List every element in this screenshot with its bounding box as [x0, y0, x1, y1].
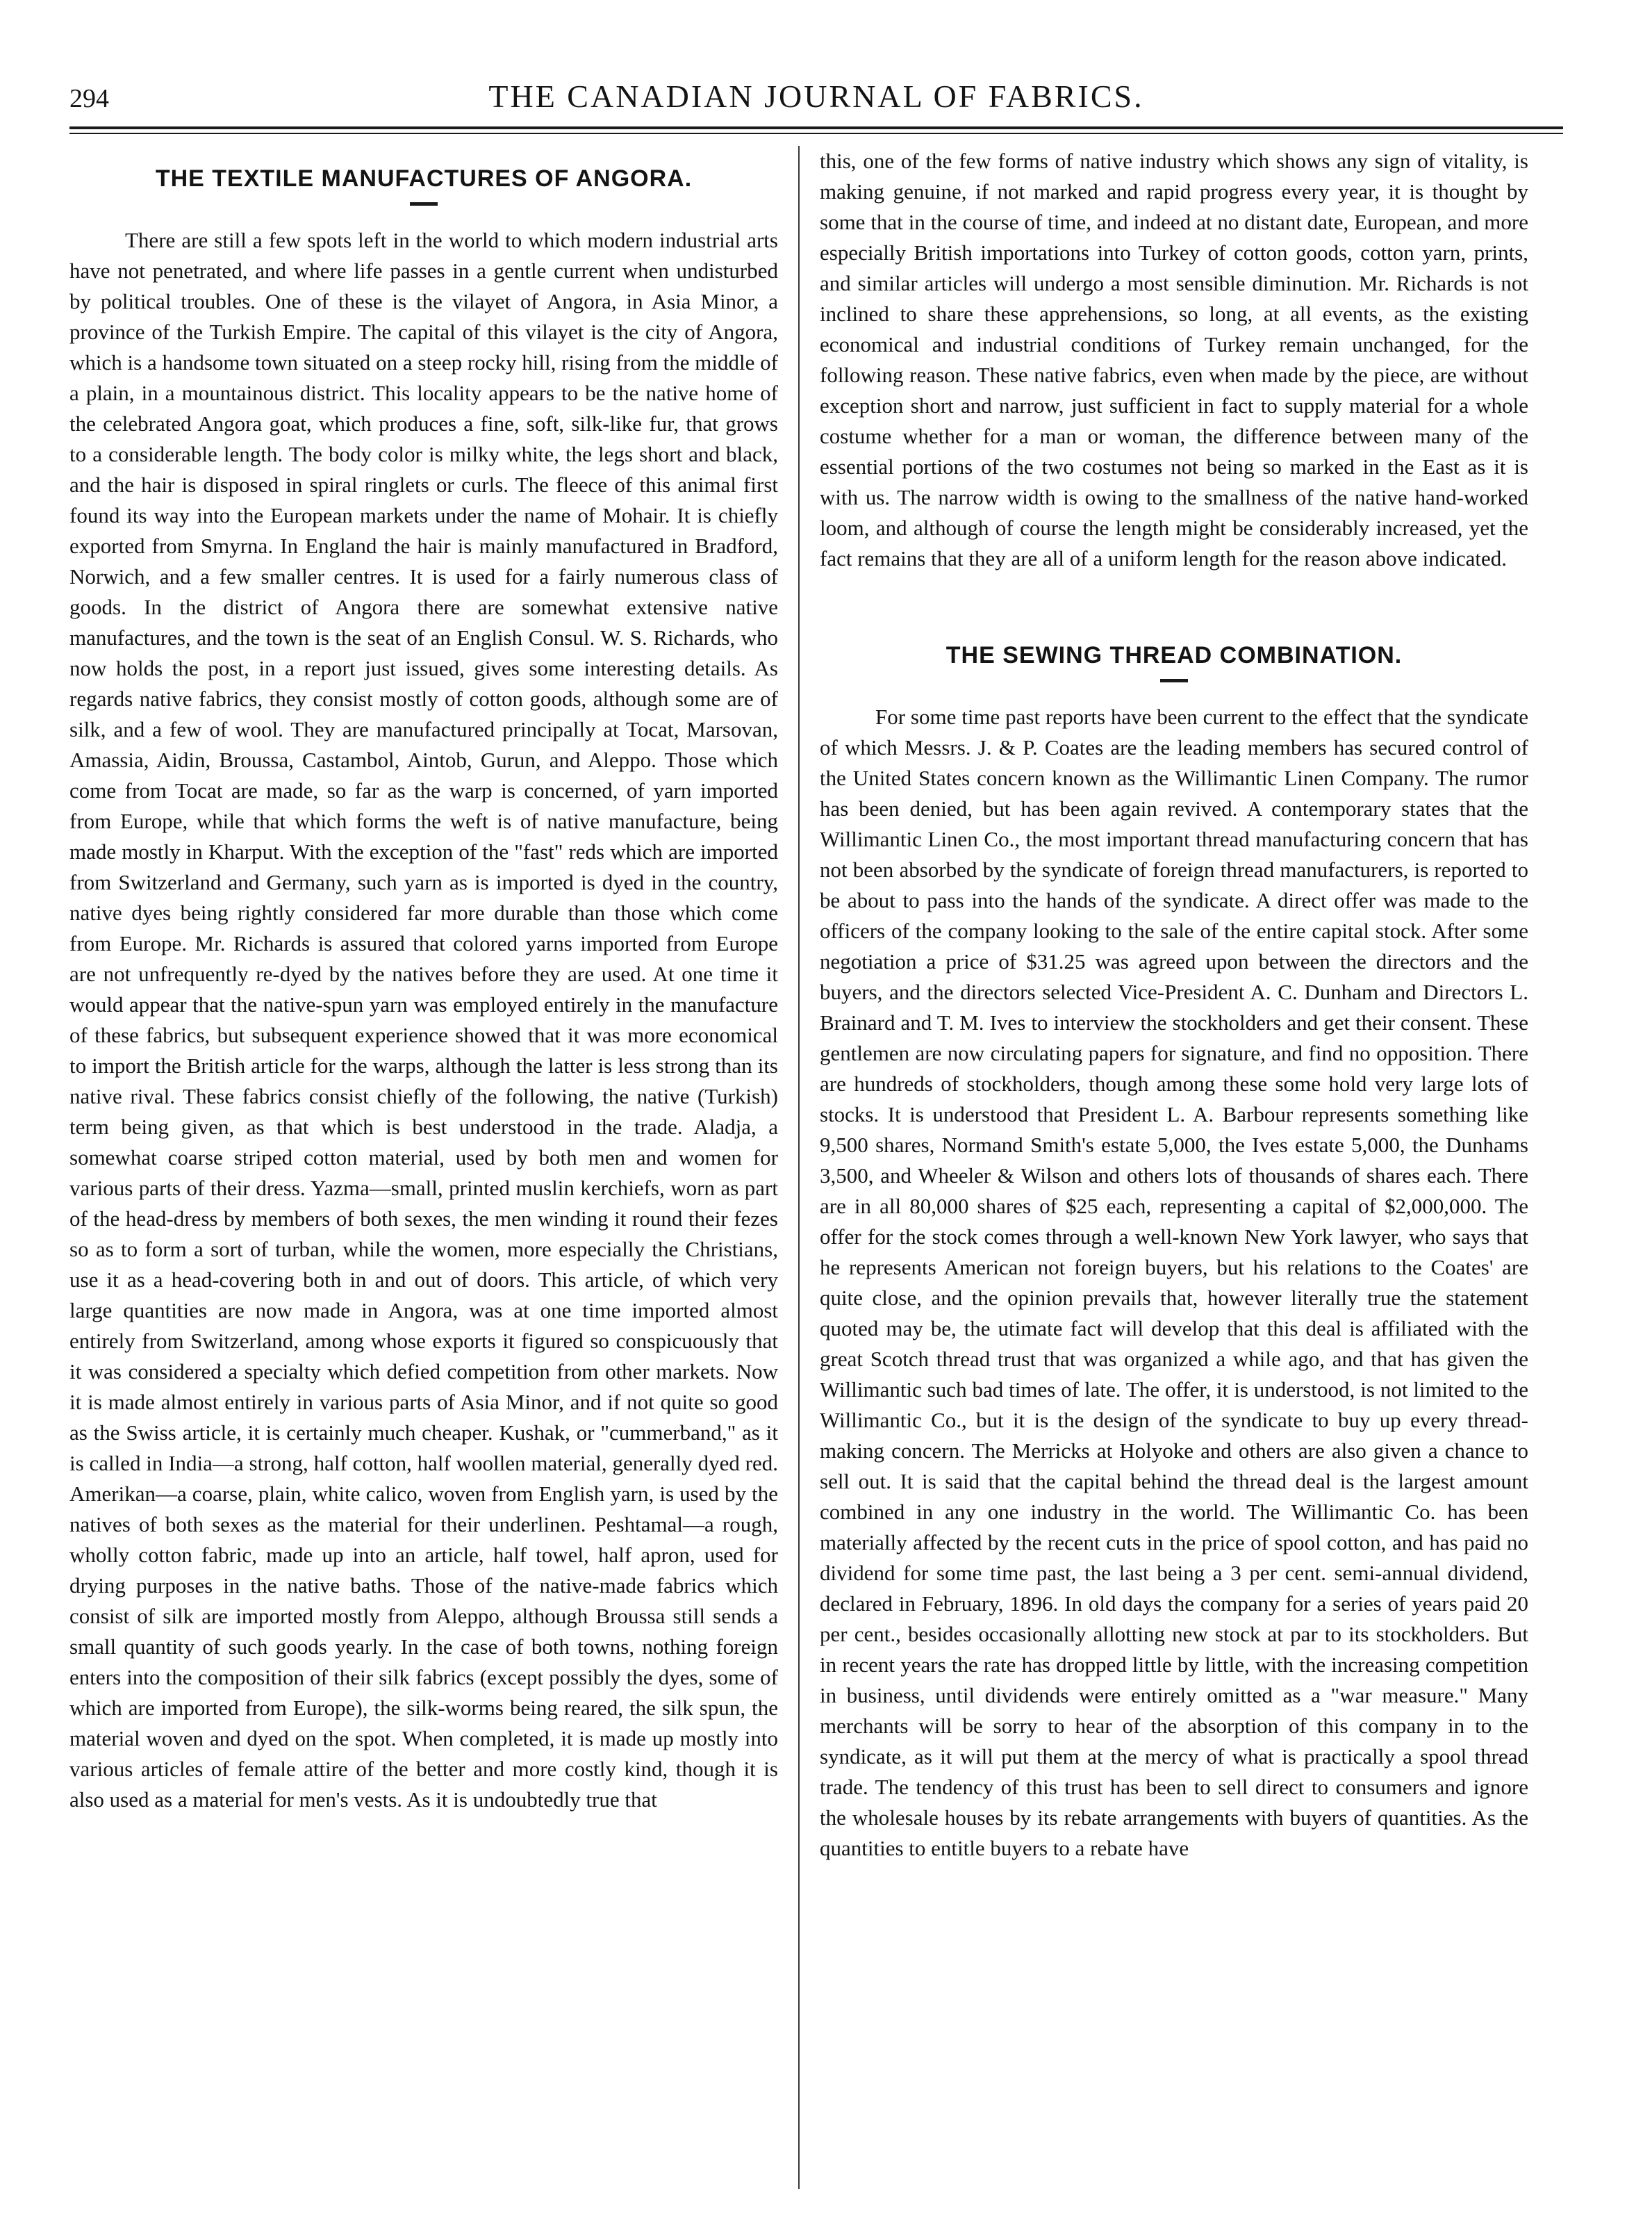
- header-rule-thick: [69, 126, 1563, 129]
- section-spacer: [820, 574, 1528, 623]
- title-rule: [1160, 679, 1188, 682]
- left-column: [69, 146, 778, 2203]
- journal-title: THE CANADIAN JOURNAL OF FABRICS.: [488, 79, 1144, 114]
- article-title-angora: THE TEXTILE MANUFACTURES OF ANGORA.: [155, 165, 693, 192]
- article-body-sewing-thread: For some time past reports have been current to the effect that the syndicate of which Messrs. J. & P. Coates are the leading members has secured control of the United States concern known as the Willimantic Linen Company. The rumor has been denied, but has been again revived. A contemporary states that the Willimantic Linen Co., the most important thread manufacturing concern that has not been absorbed by the syndicate of foreign thread manufacturers, is reported to be about to pass into the hands of the syndicate. A direct offer was made to the officers of the company looking to the sale of the entire capital stock. After some negotiation a price of $31.25 was agreed upon between the directors and the buyers, and the directors selected Vice-President A. C. Dunham and Directors L. Brainard and T. M. Ives to interview the stockholders and get their consent. These gentlemen are now circulating papers for signature, and find no opposition. There are hundreds of stockholders, though among these some hold very large lots of stocks. It is understood that President L. A. Barbour represents something like 9,500 shares, Normand Smith's estate 5,000, the Ives estate 5,000, the Dunhams 3,500, and Wheeler & Wilson and others lots of thousands of shares each. There are in all 80,000 shares of $25 each, representing a capital of $2,000,000. The offer for the stock comes through a well-known New York lawyer, who says that he represents American not foreign buyers, but his relations to the Coates' are quite close, and the opinion prevails that, however literally true the statement quoted may be, the utimate fact will develop that this deal is affiliated with the great Scotch thread trust that was organized a while ago, and that has given the Willimantic such bad times of late. The offer, it is understood, is not limited to the Willimantic Co., but it is the design of the syndicate to buy up every thread-making concern. The Merricks at Holyoke and others are also given a chance to sell out. It is said that the capital behind the thread deal is the largest amount combined in any one industry in the world. The Willimantic Co. has been materially affected by the recent cuts in the price of spool cotton, and has paid no dividend for some time past, the last being a 3 per cent. semi-annual dividend, declared in February, 1896. In old days the company for a series of years paid 20 per cent., besides occasionally allotting new stock at par to its stockholders. But in recent years the rate has dropped little by little, with the increasing competition in business, until dividends were entirely omitted as a "war measure." Many merchants will be sorry to hear of the absorption of this company in to the syndicate, as it will put them at the mercy of what is practically a spool thread trade. The tendency of this trust has been to sell direct to consumers and ignore the wholesale houses by its rebate arrangements with buyers of quantities. As the quantities to entitle buyers to a rebate have: [820, 705, 1528, 1860]
- page-header: [69, 78, 1563, 126]
- column-divider: [798, 146, 800, 2189]
- article-title-sewing-thread: THE SEWING THREAD COMBINATION.: [945, 642, 1403, 668]
- title-rule: [410, 202, 438, 206]
- header-rule-thin: [69, 133, 1563, 134]
- right-column: [820, 146, 1528, 2203]
- page-number: 294: [69, 84, 109, 113]
- article-continuation-angora: this, one of the few forms of native industry which shows any sign of vitality, is making genuine, if not marked and rapid progress every year, it is thought by some that in the course of time, and indeed at no distant date, European, and more especially British importations into Turkey of cotton goods, cotton yarn, prints, and similar articles will undergo a most sensible diminution. Mr. Richards is not inclined to share these apprehensions, so long, at all events, as the existing economical and industrial conditions of Turkey remain unchanged, for the following reason. These native fabrics, even when made by the piece, are without exception short and narrow, just sufficient in fact to supply material for a whole costume whether for a man or woman, the difference between many of the essential portions of the two costumes not being so marked in the East as it is with us. The narrow width is owing to the smallness of the native hand-worked loom, and although of course the length might be considerably increased, yet the fact remains that they are all of a uniform length for the reason above indicated.: [820, 149, 1528, 571]
- article-body-angora: There are still a few spots left in the world to which modern industrial arts have not penetrated, and where life passes in a gentle current when undisturbed by political troubles. One of these is the vilayet of Angora, in Asia Minor, a province of the Turkish Empire. The capital of this vilayet is the city of Angora, which is a handsome town situated on a steep rocky hill, rising from the middle of a plain, in a mountainous district. This locality appears to be the native home of the celebrated Angora goat, which produces a fine, soft, silk-like fur, that grows to a considerable length. The body color is milky white, the legs short and black, and the hair is disposed in spiral ringlets or curls. The fleece of this animal first found its way into the European markets under the name of Mohair. It is chiefly exported from Smyrna. In England the hair is mainly manufactured in Bradford, Norwich, and a few smaller centres. It is used for a fairly numerous class of goods. In the district of Angora there are somewhat extensive native manufactures, and the town is the seat of an English Consul. W. S. Richards, who now holds the post, in a report just issued, gives some interesting details. As regards native fabrics, they consist mostly of cotton goods, although some are of silk, and a few of wool. They are manufactured principally at Tocat, Marsovan, Amassia, Aidin, Broussa, Castambol, Aintob, Gurun, and Aleppo. Those which come from Tocat are made, so far as the warp is concerned, of yarn imported from Europe, while that which forms the weft is of native manufacture, being made mostly in Kharput. With the exception of the "fast" reds which are imported from Switzerland and Germany, such yarn as is imported is dyed in the country, native dyes being rightly considered far more durable than those which come from Europe. Mr. Richards is assured that colored yarns imported from Europe are not unfrequently re-dyed by the natives before they are used. At one time it would appear that the native-spun yarn was employed entirely in the manufacture of these fabrics, but subsequent experience showed that it was more economical to import the British article for the warps, although the latter is less strong than its native rival. These fabrics consist chiefly of the following, the native (Turkish) term being given, as that which is best understood in the trade. Aladja, a somewhat coarse striped cotton material, used by both men and women for various parts of their dress. Yazma—small, printed muslin kerchiefs, worn as part of the head-dress by members of both sexes, the men winding it round their fezes so as to form a sort of turban, while the women, more especially the Christians, use it as a head-covering both in and out of doors. This article, of which very large quantities are now made in Angora, was at one time imported almost entirely from Switzerland, among whose exports it figured so conspicuously that it was considered a specialty which defied competition from other markets. Now it is made almost entirely in various parts of Asia Minor, and if not quite so good as the Swiss article, it is certainly much cheaper. Kushak, or "cummerband," as it is called in India—a strong, half cotton, half woollen material, generally dyed red. Amerikan—a coarse, plain, white calico, woven from English yarn, is used by the natives of both sexes as the material for their underlinen. Peshtamal—a rough, wholly cotton fabric, made up into an article, half towel, half apron, used for drying purposes in the native baths. Those of the native-made fabrics which consist of silk are imported mostly from Aleppo, although Broussa still sends a small quantity of such goods yearly. In the case of both towns, nothing foreign enters into the composition of their silk fabrics (except possibly the dyes, some of which are imported from Europe), the silk-worms being reared, the silk spun, the material woven and dyed on the spot. When completed, it is made up mostly into various articles of female attire of the better and more costly kind, though it is also used as a material for men's vests. As it is undoubtedly true that: [69, 228, 778, 1812]
